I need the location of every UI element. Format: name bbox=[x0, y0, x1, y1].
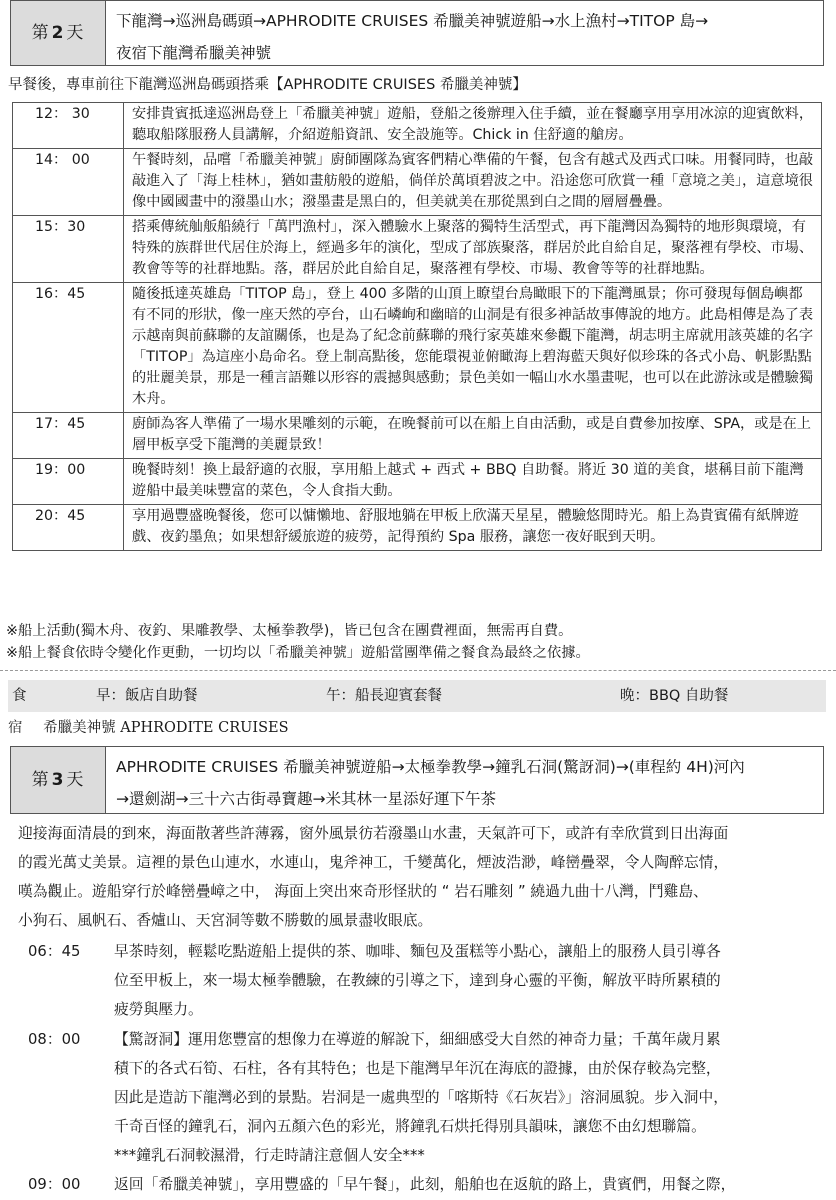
schedule-line: 位至甲板上，來一場太極拳體驗，在教練的引導之下，達到身心靈的平衡，解放平時所累積的 bbox=[114, 972, 721, 989]
day2-route bbox=[106, 1, 823, 65]
schedule-description: 搭乘傳統舢舨船繞行「萬門漁村」，深入體驗水上聚落的獨特生活型式，再下龍灣因為獨特的地形與環境，有特殊的族群世代居住於海上，經過多年的演化，型成了部族聚落，群居於此自給自足，聚落裡有學校、市場、教會等等的社群地點。落，群居於此自給自足，聚落裡有學校、市場、教會等等的社群地點。 bbox=[124, 216, 822, 283]
schedule-row bbox=[13, 216, 822, 283]
stay-value: 希臘美神號 APHRODITE CRUISES bbox=[43, 720, 289, 736]
day3-intro-line: 迎接海面清晨的到來，海面散著些許薄霧，窗外風景彷若潑墨山水畫，天氣許可下，或許有幸欣賞到日出海面 bbox=[18, 825, 729, 842]
schedule-time: 14： 00 bbox=[13, 149, 124, 216]
stay-row bbox=[8, 716, 289, 740]
day3-intro-line: 的霞光萬丈美景。這裡的景色山連水，水連山，鬼斧神工，千變萬化，煙波浩渺，峰巒疊翠，令人陶醉忘情， bbox=[18, 854, 729, 871]
schedule-time: 19：00 bbox=[13, 459, 124, 505]
schedule-line: 早茶時刻，輕鬆吃點遊船上提供的茶、咖啡、麵包及蛋糕等小點心，讓船上的服務人員引導各 bbox=[114, 943, 721, 960]
day2-intro: 早餐後，專車前往下龍灣巡洲島碼頭搭乘【APHRODITE CRUISES 希臘美神號】 bbox=[8, 77, 527, 93]
day3-route bbox=[106, 747, 823, 813]
day3-schedule-item bbox=[28, 1025, 818, 1170]
day3-header bbox=[10, 746, 824, 814]
schedule-description bbox=[114, 937, 818, 1024]
day2-header bbox=[10, 0, 824, 66]
day2-note-meals: ※船上餐食依時令變化作更動，一切均以「希臘美神號」遊船當團準備之餐食為最終之依據。 bbox=[6, 645, 590, 661]
day3-route-line2: →還劍湖→三十六古街尋寶趣→米其林一星添好運下午茶 bbox=[116, 790, 496, 808]
day3-intro-line: 小狗石、風帆石、香爐山、天宮洞等數不勝數的風景盡收眼底。 bbox=[18, 912, 433, 929]
schedule-time: 09：00 bbox=[28, 1176, 81, 1193]
stay-label: 宿 bbox=[8, 720, 23, 736]
schedule-line: 因此是造訪下龍灣必到的景點。岩洞是一處典型的「喀斯特《石灰岩》」溶洞風貌。步入洞中， bbox=[114, 1089, 729, 1106]
schedule-time: 06：45 bbox=[28, 943, 81, 960]
day2-route-line2: 夜宿下龍灣希臘美神號 bbox=[116, 44, 272, 62]
meal-lunch: 午：船長迎賓套餐 bbox=[326, 688, 442, 704]
day3-label-prefix: 第 bbox=[31, 770, 50, 790]
day2-note-activities: ※船上活動(獨木舟、夜釣、果雕教學、太極拳教學)，皆已包含在團費裡面，無需再自費。 bbox=[6, 623, 573, 639]
schedule-line: 返回「希臘美神號」，享用豐盛的「早午餐」，此刻，船舶也在返航的路上，貴賓們，用餐之際， bbox=[114, 1176, 736, 1193]
schedule-line: 疲勞與壓力。 bbox=[114, 1001, 203, 1018]
schedule-line: 積下的各式石筍、石柱，各有其特色；也是下龍灣早年沉在海底的證據，由於保存較為完整， bbox=[114, 1060, 721, 1077]
day2-label-prefix: 第 bbox=[31, 23, 50, 43]
day2-label bbox=[11, 1, 106, 65]
schedule-description: 晚餐時刻！換上最舒適的衣服，享用船上越式 + 西式 + BBQ 自助餐。將近 30 道的美食，堪稱目前下龍灣遊船中最美味豐富的菜色，令人食指大動。 bbox=[124, 459, 822, 505]
schedule-line: ***鐘乳石洞較濕滑，行走時請注意個人安全*** bbox=[114, 1147, 425, 1164]
schedule-description: 午餐時刻，品嚐「希臘美神號」廚師團隊為賓客們精心準備的午餐，包含有越式及西式口味。用餐同時，也敲敲進入了「海上桂林」，猶如畫舫般的遊船，倘佯於萬頃碧波之中。沿途您可欣賞一種「意境之美」，這意境很像中國國畫中的潑墨山水；潑墨畫是黑白的，但美就美在那從黑到白之間的層層疊疊。 bbox=[124, 149, 822, 216]
section-divider bbox=[0, 670, 836, 671]
schedule-description bbox=[114, 1025, 818, 1170]
meals-bar bbox=[8, 680, 826, 712]
schedule-description bbox=[114, 1170, 818, 1199]
day3-schedule-item bbox=[28, 1170, 818, 1199]
schedule-row bbox=[13, 149, 822, 216]
schedule-time: 08：00 bbox=[28, 1031, 81, 1048]
day3-label-suffix: 天 bbox=[66, 770, 85, 790]
schedule-line: 【驚訝洞】運用您豐富的想像力在導遊的解說下，細細感受大自然的神奇力量；千萬年歲月累 bbox=[114, 1031, 721, 1048]
meal-dinner: 晚：BBQ 自助餐 bbox=[620, 688, 729, 704]
schedule-description: 隨後抵達英雄島「TITOP 島」，登上 400 多階的山頂上瞭望台鳥瞰眼下的下龍灣風景；你可發現每個島嶼都有不同的形狀，像一座天然的亭台，山石嶙峋和幽暗的山洞是有很多神話故事傳說的地方。此島相傳是為了表示越南與前蘇聯的友誼關係，也是為了紀念前蘇聯的飛行家英雄來參觀下龍灣，胡志明主席就用該英雄的名字「TITOP」為這座小島命名。登上制高點後，您能環視並俯瞰海上碧海藍天與好似珍珠的各式小島、帆影點點的壯麗美景，那是一種言語難以形容的震撼與感動；景色美如一幅山水水墨畫呢，也可以在此游泳或是體驗獨木舟。 bbox=[124, 283, 822, 413]
day3-label bbox=[11, 747, 106, 813]
schedule-time: 15：30 bbox=[13, 216, 124, 283]
day3-label-num: 3 bbox=[51, 770, 65, 790]
schedule-row bbox=[13, 283, 822, 413]
schedule-description: 安排貴賓抵達巡洲島登上「希臘美神號」遊船，登船之後辦理入住手續，並在餐廳享用享用冰涼的迎賓飲料，聽取船隊服務人員講解，介紹遊船資訊、安全設施等。Chick in 住舒適的艙房。 bbox=[124, 103, 822, 149]
schedule-row bbox=[13, 505, 822, 551]
day2-schedule-table bbox=[12, 102, 822, 551]
day3-route-line1: APHRODITE CRUISES 希臘美神號遊船→太極拳教學→鐘乳石洞(驚訝洞)→(車程約 4H)河內 bbox=[116, 758, 745, 776]
schedule-line: 千奇百怪的鐘乳石，洞內五顏六色的彩光，將鐘乳石烘托得別具韻味，讓您不由幻想聯篇。 bbox=[114, 1118, 706, 1135]
day2-label-num: 2 bbox=[51, 23, 65, 43]
schedule-row bbox=[13, 459, 822, 505]
schedule-time: 17：45 bbox=[13, 413, 124, 459]
meal-breakfast: 早：飯店自助餐 bbox=[96, 688, 198, 704]
day3-intro-line: 嘆為觀止。遊船穿行於峰巒疊嶂之中， 海面上突出來奇形怪狀的 “ 岩石雕刻 ” 繞過九曲十八灣，鬥雞島、 bbox=[18, 883, 708, 900]
schedule-time: 20：45 bbox=[13, 505, 124, 551]
day3-schedule-item bbox=[28, 937, 818, 1024]
day3-intro bbox=[18, 819, 830, 935]
schedule-time: 12： 30 bbox=[13, 103, 124, 149]
schedule-time: 16：45 bbox=[13, 283, 124, 413]
schedule-description: 廚師為客人準備了一場水果雕刻的示範，在晚餐前可以在船上自由活動，或是自費參加按摩、SPA，或是在上層甲板享受下龍灣的美麗景致！ bbox=[124, 413, 822, 459]
day2-route-line1: 下龍灣→巡洲島碼頭→APHRODITE CRUISES 希臘美神號遊船→水上漁村→TITOP 島→ bbox=[116, 12, 709, 30]
schedule-row bbox=[13, 103, 822, 149]
meals-label: 食 bbox=[12, 688, 27, 704]
day2-label-suffix: 天 bbox=[66, 23, 85, 43]
schedule-row bbox=[13, 413, 822, 459]
schedule-description: 享用過豐盛晚餐後，您可以慵懶地、舒服地躺在甲板上欣滿天星星，體驗悠閒時光。船上為貴賓備有紙牌遊戲、夜釣墨魚；如果想舒緩旅遊的疲勞，記得預約 Spa 服務，讓您一夜好眠到天明。 bbox=[124, 505, 822, 551]
